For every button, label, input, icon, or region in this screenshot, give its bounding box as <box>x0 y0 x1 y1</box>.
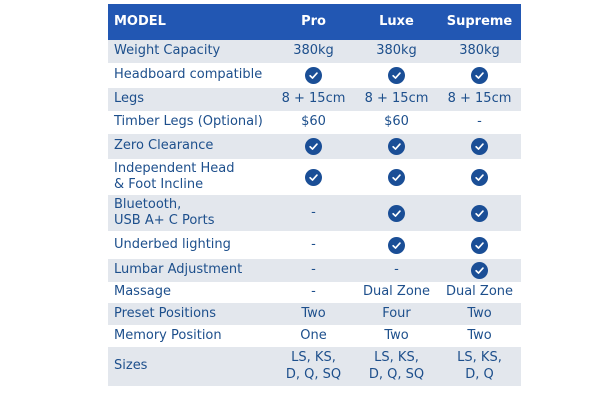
cell-pro: - <box>272 282 355 303</box>
row-label: Zero Clearance <box>108 134 272 159</box>
cell-pro <box>272 63 355 88</box>
check-circle-icon <box>388 205 405 222</box>
row-label: Legs <box>108 88 272 111</box>
check-circle-icon <box>471 169 488 186</box>
cell-supreme <box>438 159 521 195</box>
header-pro: Pro <box>272 4 355 40</box>
cell-supreme <box>438 195 521 231</box>
cell-pro: - <box>272 259 355 282</box>
header-supreme: Supreme <box>438 4 521 40</box>
cell-supreme: Two <box>438 325 521 347</box>
cell-luxe: Dual Zone <box>355 282 438 303</box>
check-circle-icon <box>471 138 488 155</box>
cell-luxe <box>355 63 438 88</box>
row-label: Headboard compatible <box>108 63 272 88</box>
header-model: MODEL <box>108 4 272 40</box>
cell-luxe: Two <box>355 325 438 347</box>
cell-supreme: Dual Zone <box>438 282 521 303</box>
cell-pro <box>272 134 355 159</box>
cell-supreme: LS, KS, D, Q <box>438 347 521 386</box>
row-label: Lumbar Adjustment <box>108 259 272 282</box>
cell-luxe <box>355 134 438 159</box>
row-label: Underbed lighting <box>108 231 272 259</box>
check-circle-icon <box>471 205 488 222</box>
check-circle-icon <box>388 237 405 254</box>
row-label: Timber Legs (Optional) <box>108 111 272 134</box>
row-label: Preset Positions <box>108 303 272 325</box>
comparison-grid <box>108 4 521 386</box>
cell-luxe: Four <box>355 303 438 325</box>
cell-pro <box>272 159 355 195</box>
cell-luxe <box>355 159 438 195</box>
cell-pro: LS, KS, D, Q, SQ <box>272 347 355 386</box>
check-circle-icon <box>471 262 488 279</box>
cell-supreme: 380kg <box>438 40 521 63</box>
row-label: Memory Position <box>108 325 272 347</box>
check-circle-icon <box>471 237 488 254</box>
cell-supreme: - <box>438 111 521 134</box>
check-circle-icon <box>388 138 405 155</box>
cell-luxe: 8 + 15cm <box>355 88 438 111</box>
cell-luxe: 380kg <box>355 40 438 63</box>
cell-supreme: Two <box>438 303 521 325</box>
check-circle-icon <box>388 169 405 186</box>
check-circle-icon <box>305 169 322 186</box>
cell-luxe: - <box>355 259 438 282</box>
cell-pro: 8 + 15cm <box>272 88 355 111</box>
cell-supreme <box>438 231 521 259</box>
row-label: Bluetooth, USB A+ C Ports <box>108 195 272 231</box>
header-luxe: Luxe <box>355 4 438 40</box>
cell-supreme <box>438 63 521 88</box>
cell-luxe: LS, KS, D, Q, SQ <box>355 347 438 386</box>
row-label: Sizes <box>108 347 272 386</box>
cell-luxe: $60 <box>355 111 438 134</box>
row-label: Independent Head & Foot Incline <box>108 159 272 195</box>
cell-pro: 380kg <box>272 40 355 63</box>
cell-supreme <box>438 259 521 282</box>
check-circle-icon <box>305 138 322 155</box>
check-circle-icon <box>388 67 405 84</box>
cell-pro: One <box>272 325 355 347</box>
check-circle-icon <box>305 67 322 84</box>
cell-pro: Two <box>272 303 355 325</box>
cell-luxe <box>355 195 438 231</box>
cell-pro: $60 <box>272 111 355 134</box>
row-label: Weight Capacity <box>108 40 272 63</box>
cell-supreme <box>438 134 521 159</box>
cell-supreme: 8 + 15cm <box>438 88 521 111</box>
cell-pro: - <box>272 231 355 259</box>
row-label: Massage <box>108 282 272 303</box>
cell-luxe <box>355 231 438 259</box>
comparison-table <box>108 4 521 386</box>
cell-pro: - <box>272 195 355 231</box>
check-circle-icon <box>471 67 488 84</box>
